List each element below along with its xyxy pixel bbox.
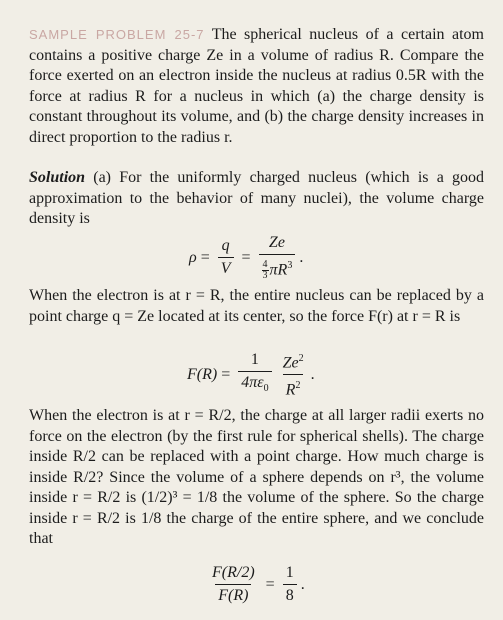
- numerator-q: q: [221, 237, 230, 255]
- period: .: [300, 575, 305, 593]
- solution-text: For the uniformly charged nucleus (which is a good approximation to the behavior of many nuclei), the volume charge density is: [29, 169, 485, 227]
- solution-paragraph: [29, 168, 484, 230]
- exponent-two: 2: [298, 353, 304, 364]
- fraction-one-eighth: [283, 564, 297, 605]
- denominator-r2: [283, 374, 304, 399]
- period: .: [299, 248, 304, 266]
- fraction-coulomb-constant: [238, 351, 271, 398]
- solution-label: Solution: [29, 169, 86, 186]
- equation-force-ratio: [205, 564, 305, 605]
- subscript-zero: 0: [263, 383, 269, 395]
- equals-sign: =: [221, 365, 231, 383]
- fraction-force-ratio: [209, 564, 258, 605]
- fraction-ze-over-volume: [259, 234, 296, 281]
- solution-part: (a): [93, 169, 111, 186]
- equals-sign: =: [200, 248, 210, 266]
- three: 3: [262, 270, 268, 282]
- numerator-ze: Ze: [268, 234, 285, 251]
- equation-charge-density: [189, 234, 303, 281]
- fraction-q-over-v: [218, 237, 234, 278]
- problem-intro-text: The spherical nucleus of a certain atom contains a positive charge Ze in a volume of radius R. Compare the force exerted on an electron inside the nucleus at radius 0.5R with the force at radius R for a nucleus in which (a) the charge density is constant throughout its volume, and (b) the charge density increases in direct proportion to the radius r.: [29, 26, 484, 146]
- rho-symbol: ρ: [189, 248, 197, 266]
- pi-r: πR: [269, 261, 288, 279]
- force-lhs: F(R): [187, 365, 218, 383]
- problem-label: SAMPLE PROBLEM 25-7: [29, 27, 205, 42]
- equation-force: [187, 350, 315, 400]
- exponent-two: 2: [295, 380, 301, 392]
- equals-sign: =: [265, 575, 275, 593]
- numerator-f-half-r: F(R/2): [212, 564, 255, 581]
- four: 4: [262, 259, 268, 271]
- numerator-one: 1: [285, 564, 294, 581]
- equals-sign: =: [241, 248, 251, 266]
- denominator-f-r: F(R): [215, 584, 251, 605]
- denominator-v: V: [218, 257, 234, 278]
- four-thirds: [262, 260, 269, 281]
- r: R: [285, 381, 296, 399]
- fraction-ze2-over-r2: [280, 350, 307, 400]
- numerator-ze2: [280, 350, 307, 374]
- ze: Ze: [282, 354, 299, 372]
- numerator-one: 1: [250, 351, 259, 369]
- period: .: [310, 365, 315, 383]
- electron-at-r-paragraph: When the electron is at r = R, the entire nucleus can be replaced by a point charge q = Ze located at its center, so the force F(r) at r = R is: [29, 287, 484, 325]
- exponent-three: 3: [287, 260, 293, 271]
- electron-at-half-r-paragraph: When the electron is at r = R/2, the charge at all larger radii exerts no force on the electron (by the first rule for spherical shells). The charge inside R/2 can be replaced with a point charge. How much charge is inside R/2? Since the volume of a sphere depends on r³, the volume inside r = R/2 is (1/2)³ = 1/8 the volume of the sphere. So the charge inside r = R/2 is 1/8 the charge of the entire sphere, and we conclude that: [29, 407, 484, 547]
- four-pi-epsilon: 4πε: [241, 374, 264, 392]
- denominator-4-pi-eps: [238, 371, 271, 398]
- denominator-volume: [259, 254, 296, 281]
- denominator-eight: 8: [283, 584, 297, 605]
- problem-statement: [29, 25, 484, 148]
